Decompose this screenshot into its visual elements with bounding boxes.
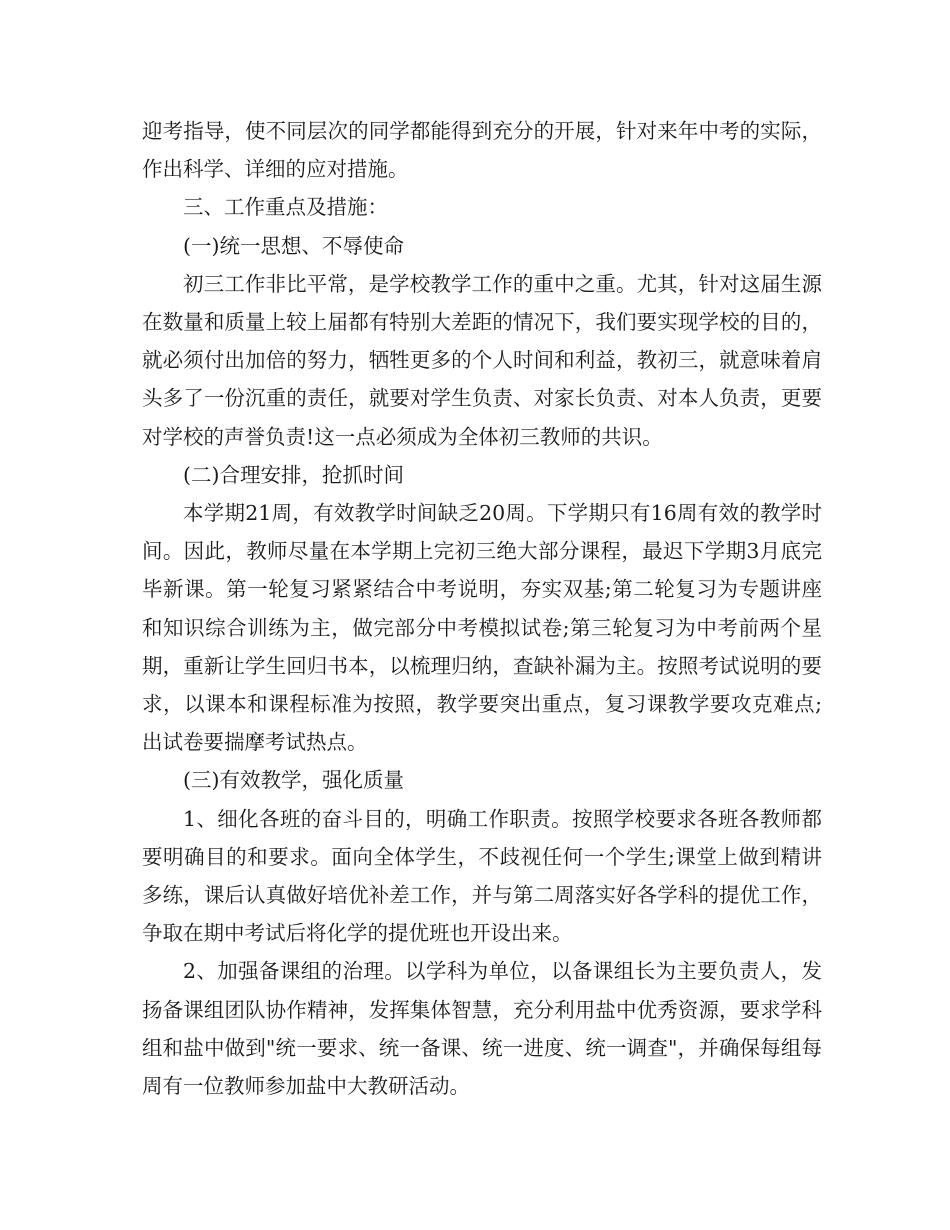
subsection-heading: (一)统一思想、不辱使命 xyxy=(183,233,404,258)
paragraph: 本学期21周，有效教学时间缺乏20周。下学期只有16周有效的教学时间。因此，教师尽量在本学期上完初三绝大部分课程，最迟下学期3月底完毕新课。第一轮复习紧紧结合中考说明，夯实双基;第二轮复习为专题讲座和知识综合训练为主，做完部分中考模拟试卷;第三轮复习为中考前两个星期，重新让学生回归书本，以梳理归纳，查缺补漏为主。按照考试说明的要求，以课本和课程标准为按照，教学要突出重点，复习课教学要攻克难点;出试卷要揣摩考试热点。 xyxy=(142,501,822,755)
subsection-heading: (三)有效教学，强化质量 xyxy=(183,768,404,793)
paragraph: 1、细化各班的奋斗目的，明确工作职责。按照学校要求各班各教师都要明确目的和要求。面向全体学生，不歧视任何一个学生;课堂上做到精讲多练，课后认真做好培优补差工作，并与第二周落实好各学科的提优工作，争取在期中考试后将化学的提优班也开设出来。 xyxy=(142,806,822,946)
paragraph: 初三工作非比平常，是学校教学工作的重中之重。尤其，针对这届生源在数量和质量上较上届都有特别大差距的情况下，我们要实现学校的目的，就必须付出加倍的努力，牺牲更多的个人时间和利益，教初三，就意味着肩头多了一份沉重的责任，就要对学生负责、对家长负责、对本人负责，更要对学校的声誉负责!这一点必须成为全体初三教师的共识。 xyxy=(142,271,822,449)
document-body xyxy=(142,112,822,1105)
paragraph: 2、加强备课组的治理。以学科为单位，以备课组长为主要负责人，发扬备课组团队协作精神，发挥集体智慧，充分利用盐中优秀资源，要求学科组和盐中做到"统一要求、统一备课、统一进度、统一调查"，并确保每组每周有一位教师参加盐中大教研活动。 xyxy=(142,959,822,1099)
paragraph-continuation: 迎考指导，使不同层次的同学都能得到充分的开展，针对来年中考的实际，作出科学、详细的应对措施。 xyxy=(142,119,822,182)
subsection-heading: (二)合理安排，抢抓时间 xyxy=(183,462,404,487)
section-heading: 三、工作重点及措施： xyxy=(183,195,388,220)
